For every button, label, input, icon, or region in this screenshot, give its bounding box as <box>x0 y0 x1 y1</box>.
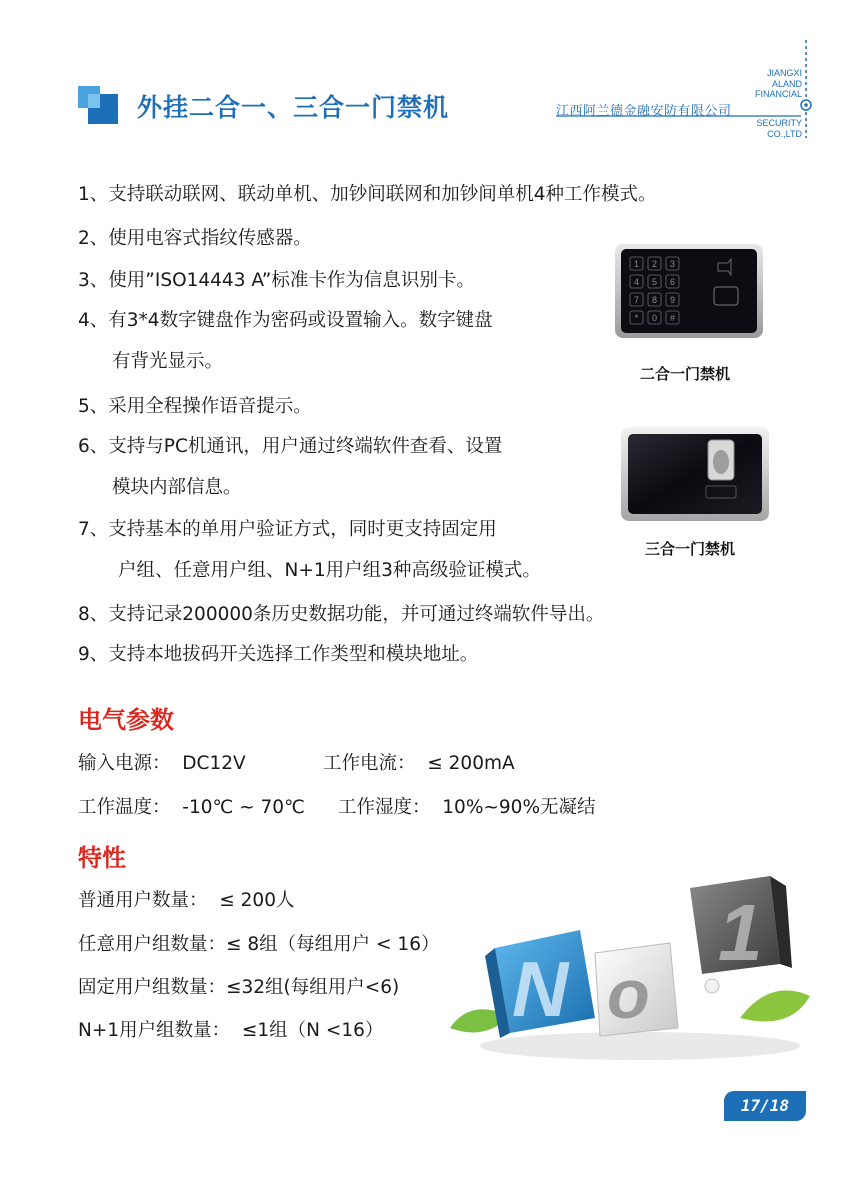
page-title: 外挂二合一、三合一门禁机 <box>137 93 450 122</box>
title-square-icon <box>78 86 128 126</box>
keypad-key-label: * <box>634 313 639 323</box>
characteristic-item: N+1用户组数量： ≤1组（N <16） <box>78 1020 384 1041</box>
keypad-key-label: # <box>669 313 676 323</box>
temperature-spec: 工作温度： -10℃ ~ 70℃ <box>78 797 305 818</box>
company-name-en-bottom: SECURITY CO.,LTD <box>756 118 802 139</box>
feature-item: 3、使用”ISO14443 A”标准卡作为信息识别卡。 <box>78 270 475 291</box>
page-number-badge: 17/18 <box>724 1091 806 1121</box>
feature-item: 7、支持基本的单用户验证方式，同时更支持固定用 户组、任意用户组、N+1用户组3种高级验证模式。 <box>78 519 541 581</box>
humidity-spec: 工作湿度： 10%~90%无凝结 <box>338 797 596 818</box>
characteristic-item: 任意用户组数量：≤ 8组（每组用户 < 16） <box>78 934 440 955</box>
characteristic-item: 普通用户数量： ≤ 200人 <box>78 890 295 911</box>
current-spec: 工作电流： ≤ 200mA <box>323 753 515 774</box>
svg-text:1: 1 <box>718 888 763 977</box>
no1-cubes-decoration <box>440 868 820 1068</box>
feature-item: 4、有3*4数字键盘作为密码或设置输入。数字键盘 有背光显示。 <box>78 310 493 372</box>
keypad-key-label: 4 <box>633 277 640 287</box>
keypad-key-label: 9 <box>669 295 676 305</box>
two-in-one-device-image <box>614 243 764 339</box>
power-spec: 输入电源： DC12V <box>78 753 246 774</box>
svg-text:o: o <box>607 955 650 1033</box>
keypad-key-label: 7 <box>633 295 640 305</box>
svg-text:N: N <box>512 945 569 1033</box>
electrical-heading: 电气参数 <box>78 706 174 734</box>
feature-item: 9、支持本地拔码开关选择工作类型和模块地址。 <box>78 644 479 665</box>
keypad-key-label: 5 <box>651 277 658 287</box>
keypad-key-label: 8 <box>651 295 658 305</box>
keypad-key-label: 2 <box>651 259 658 269</box>
company-name-cn: 江西阿兰德金融安防有限公司 <box>556 104 732 119</box>
keypad-key-label: 0 <box>651 313 658 323</box>
keypad-key-label: 3 <box>669 259 676 269</box>
two-in-one-caption: 二合一门禁机 <box>640 365 731 383</box>
feature-item: 6、支持与PC机通讯，用户通过终端软件查看、设置 模块内部信息。 <box>78 436 503 498</box>
feature-item: 8、支持记录200000条历史数据功能，并可通过终端软件导出。 <box>78 604 605 625</box>
feature-item: 1、支持联动联网、联动单机、加钞间联网和加钞间单机4种工作模式。 <box>78 184 657 205</box>
feature-item: 5、采用全程操作语音提示。 <box>78 396 312 417</box>
keypad-key-label: 1 <box>633 259 640 269</box>
characteristic-item: 固定用户组数量：≤32组(每组用户<6) <box>78 977 400 998</box>
three-in-one-device-image <box>620 426 770 522</box>
characteristics-heading: 特性 <box>78 844 126 872</box>
feature-item: 2、使用电容式指纹传感器。 <box>78 228 312 249</box>
keypad-key-label: 6 <box>669 277 676 287</box>
company-name-en-top: JIANGXI ALAND FINANCIAL <box>754 68 802 99</box>
three-in-one-caption: 三合一门禁机 <box>645 540 736 558</box>
